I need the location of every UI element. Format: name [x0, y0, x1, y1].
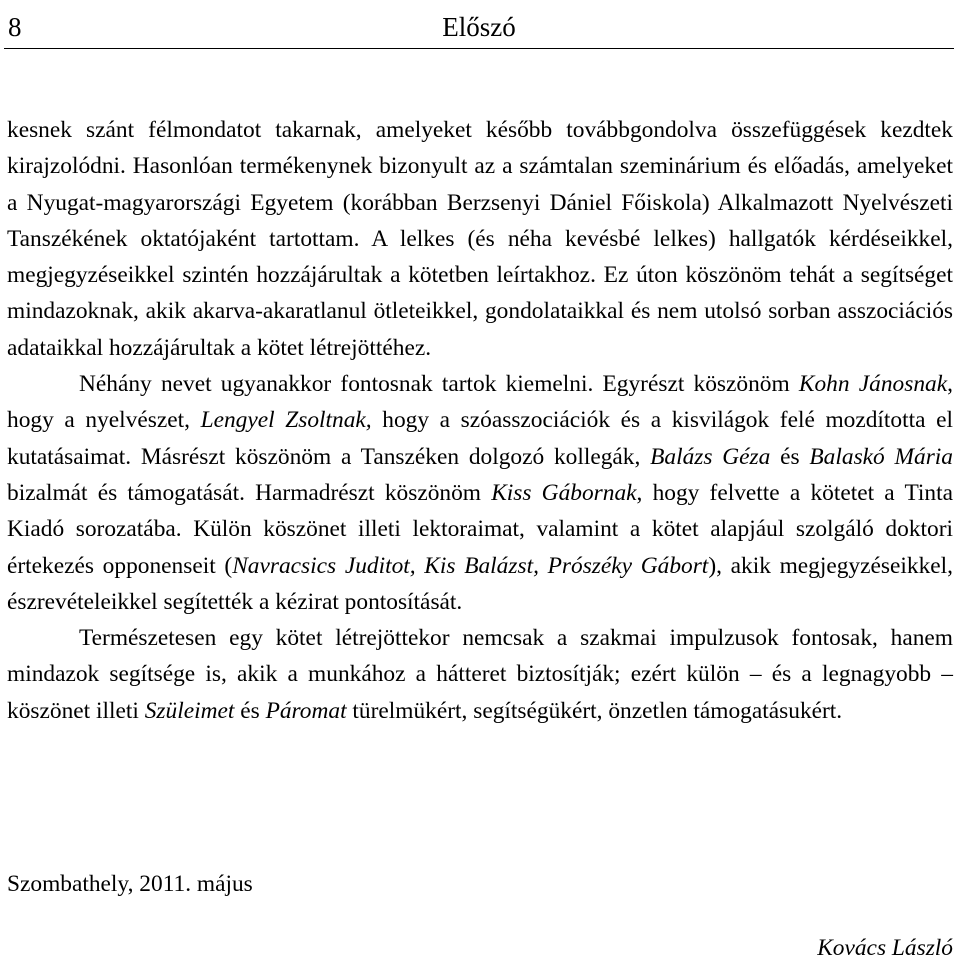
paragraph-text: , hogy a nyelvészet,: [7, 371, 953, 434]
paragraph-text: ), akik megjegyzéseikkel, észrevételeikkel segítették a kézirat pontosítását.: [7, 552, 953, 615]
person-name: Balaskó Mária: [809, 443, 953, 470]
paragraph-text: , hogy felvette a kötetet a Tinta Kiadó sorozatába. Külön köszönet illeti lektoraimat, valamint a kötet alapjául szolgáló doktori értekezés opponenseit (: [7, 479, 953, 579]
paragraph-text: kesnek szánt félmondatot takarnak, amelyeket később továbbgondolva összefüggések kezdtek kirajzolódni. Hasonlóan termékenynek bizonyult az a számtalan szeminárium és előadás, amelyeket a Nyugat-magyarországi Egyetem (korábban Berzsenyi Dániel Főiskola) Alkalmazott Nyelvészeti Tanszékének oktatójaként tartottam. A lelkes (és néha kevésbé lelkes) hallgatók kérdéseikkel, megjegyzéseikkel szintén hozzájárultak a kötetben leírtakhoz. Ez úton köszönöm tehát a segítséget mindazoknak, akik akarva-akaratlanul ötleteikkel, gondolataikkal és nem utolsó sorban asszociációs adataikkal hozzájárultak a kötet létrejöttéhez.: [7, 117, 953, 361]
dateline: Szombathely, 2011. május: [7, 871, 253, 897]
person-name: Szüleimet: [144, 697, 235, 724]
author-signature: Kovács László: [817, 935, 953, 961]
person-name: Navracsics Juditot, Kis Balázst, Prószéky Gábort: [232, 552, 709, 579]
person-name: Kohn Jánosnak: [798, 371, 948, 398]
paragraph-text: türelmükért, segítségükért, önzetlen támogatásukért.: [346, 697, 843, 724]
person-name: Páromat: [265, 697, 347, 724]
paragraph-family-thanks: [7, 620, 953, 729]
paragraph-text: Néhány nevet ugyanakkor fontosnak tartok kiemelni. Egyrészt köszönöm: [79, 371, 799, 398]
chapter-title: Előszó: [442, 12, 516, 42]
paragraph-text: Természetesen egy kötet létrejöttekor nemcsak a szakmai impulzusok fontosak, hanem mindazok segítsége is, akik a munkához a hátteret biztosítják; ezért külön – és a legnagyobb – köszönet illeti: [7, 625, 953, 724]
page-number: 8: [8, 12, 22, 42]
paragraph-text: bizalmát és támogatását. Harmadrészt köszönöm: [7, 479, 492, 506]
person-name: Balázs Géza: [650, 443, 771, 470]
paragraph-text: és: [234, 697, 266, 724]
paragraph-text: és: [770, 443, 810, 470]
paragraph-continued: [7, 112, 953, 366]
paragraph-text: hogy a szóasszociációk és a kisvilágok felé mozdította el kutatásaimat. Másrészt köszönöm a Tanszéken dolgozó kollegák,: [7, 407, 953, 470]
person-name: Lengyel Zsoltnak,: [200, 407, 372, 434]
paragraph-acknowledgements: [7, 366, 953, 620]
preface-body: [7, 112, 953, 729]
person-name: Kiss Gábornak: [491, 479, 637, 506]
running-head: [4, 4, 954, 49]
